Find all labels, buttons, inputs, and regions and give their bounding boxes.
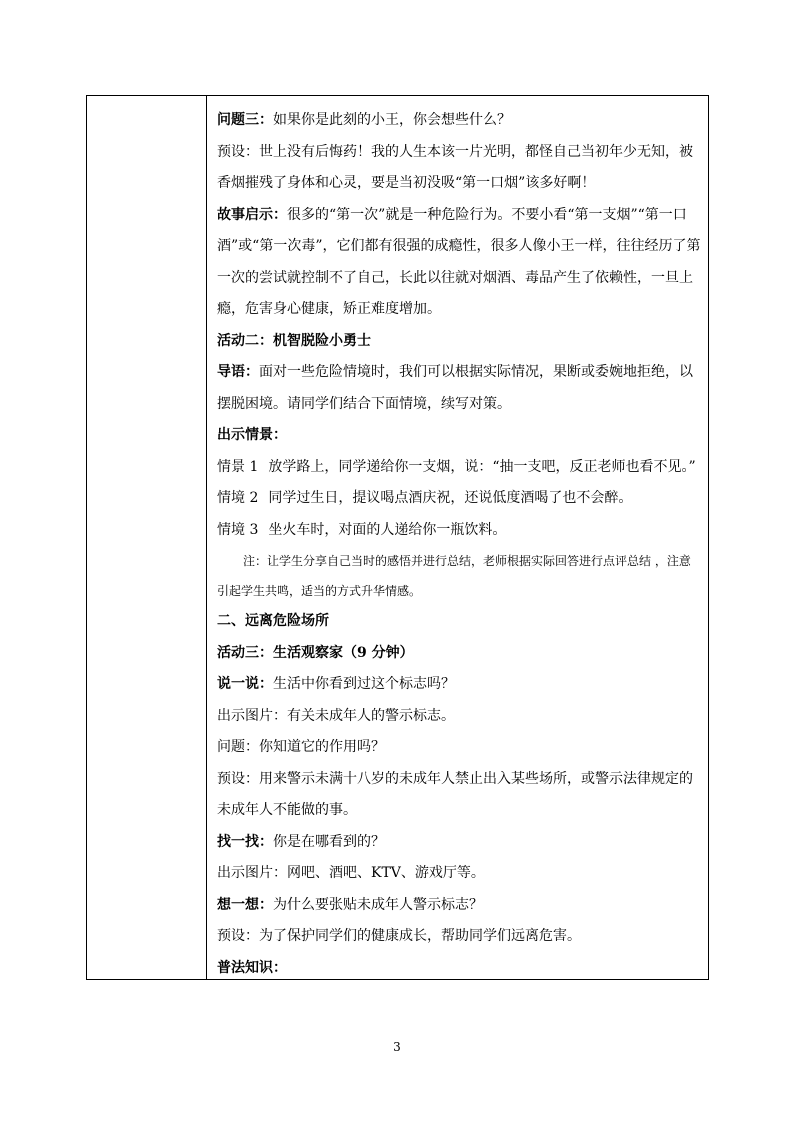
preset-three: 预设：为了保护同学们的健康成长，帮助同学们远离危害。 xyxy=(217,928,581,944)
scenario-three: 情境 3 坐火车时，对面的人递给你一瓶饮料。 xyxy=(217,521,507,538)
table-content-cell xyxy=(217,105,702,984)
scenario-one: 情景 1 放学路上，同学递给你一支烟，说：“抽一支吧，反正老师也看不见。” xyxy=(217,458,696,475)
page-number: 3 xyxy=(393,1040,401,1054)
law-knowledge-heading: 普法知识： xyxy=(217,959,287,976)
say-it: 说一说：生活中你看到过这个标志吗？ xyxy=(217,676,455,692)
think-it: 想一想：为什么要张贴未成年人警示标志？ xyxy=(217,896,483,913)
lead-in: 导语：面对一些危险情境时，我们可以根据实际情况，果断或委婉地拒绝，以摆脱困境。请同学们结合下面情境，续写对策。 xyxy=(217,364,693,412)
story-inspiration: 故事启示：很多的“第一次”就是一种危险行为。不要小看“第一支烟”“第一口酒”或“第一次毒”，它们都有很强的成瘾性，很多人像小王一样，往往经历了第一次的尝试就控制不了自己，长此以往就对烟酒、毒品产生了依赖性，一旦上瘾，危害身心健康，矫正难度增加。 xyxy=(217,206,701,317)
table-left-column xyxy=(87,96,207,979)
teacher-note: 注：让学生分享自己当时的感悟并进行总结，老师根据实际回答进行点评总结 ，注意引起学生共鸣，适当的方式升华情感。 xyxy=(217,554,691,598)
activity-three-title: 活动三：生活观察家（9 分钟） xyxy=(217,644,414,661)
show-picture-sign: 出示图片：有关未成年人的警示标志。 xyxy=(217,707,455,724)
find-it: 找一找：你是在哪看到的？ xyxy=(217,833,385,850)
question-three: 问题三：如果你是此刻的小王，你会想些什么？ xyxy=(217,112,511,128)
question-function: 问题：你知道它的作用吗？ xyxy=(217,739,385,755)
preset-two: 预设：用来警示未满十八岁的未成年人禁止出入某些场所，或警示法律规定的未成年人不能做的事。 xyxy=(217,770,693,818)
show-scenario-heading: 出示情景： xyxy=(217,427,287,443)
section-two-heading: 二、远离危险场所 xyxy=(217,613,329,629)
activity-two-title: 活动二：机智脱险小勇士 xyxy=(217,332,371,349)
lesson-table xyxy=(86,95,709,980)
preset-one: 预设：世上没有后悔药！我的人生本该一片光明，都怪自己当初年少无知，被香烟摧残了身体和心灵，要是当初没吸“第一口烟”该多好啊！ xyxy=(217,143,693,191)
scenario-two: 情境 2 同学过生日，提议喝点酒庆祝，还说低度酒喝了也不会醉。 xyxy=(217,490,633,506)
show-picture-places: 出示图片：网吧、酒吧、KTV、游戏厅等。 xyxy=(217,865,485,881)
